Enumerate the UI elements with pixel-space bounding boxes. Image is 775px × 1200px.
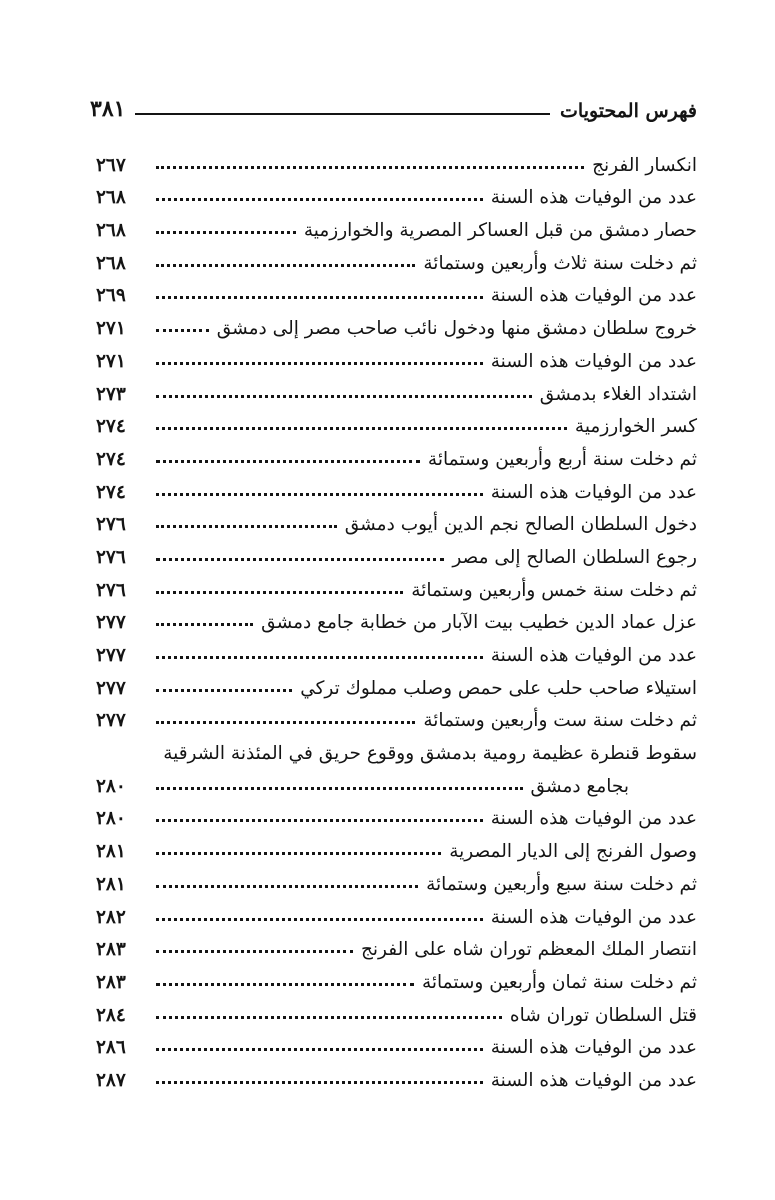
toc-entry-page: ٢٧٤ bbox=[96, 481, 126, 503]
toc-entry bbox=[96, 960, 697, 993]
toc-entry-page: ٢٨٠ bbox=[96, 808, 126, 830]
toc-entry-page: ٢٦٨ bbox=[96, 220, 126, 242]
toc-entry-title: رجوع السلطان الصالح إلى مصر bbox=[452, 546, 697, 568]
toc-entry bbox=[96, 339, 697, 372]
toc-entry-title: خروج سلطان دمشق منها ودخول نائب صاحب مصر إلى دمشق bbox=[216, 318, 697, 340]
toc-entry-title: ثم دخلت سنة ثمان وأربعين وستمائة bbox=[421, 971, 697, 993]
dot-leader bbox=[156, 591, 403, 594]
dot-leader bbox=[156, 1081, 483, 1084]
toc-entry-title: ثم دخلت سنة ثلاث وأربعين وستمائة bbox=[423, 252, 697, 274]
toc-entry-page: ٢٧٤ bbox=[96, 448, 126, 470]
toc-entry-page: ٢٧١ bbox=[96, 350, 126, 372]
toc-entry bbox=[96, 1026, 697, 1059]
toc-entry-title: عدد من الوفيات هذه السنة bbox=[490, 808, 697, 830]
dot-leader bbox=[156, 689, 292, 692]
toc-entry bbox=[96, 143, 697, 176]
toc-entry bbox=[96, 470, 697, 503]
dot-leader bbox=[156, 362, 483, 365]
dot-leader bbox=[156, 525, 337, 528]
header-title: فهرس المحتويات bbox=[560, 100, 697, 122]
table-of-contents bbox=[96, 143, 697, 1091]
toc-entry bbox=[96, 666, 697, 699]
dot-leader bbox=[156, 296, 483, 299]
dot-leader bbox=[156, 885, 418, 888]
dot-leader bbox=[156, 558, 444, 561]
dot-leader bbox=[156, 852, 441, 855]
toc-entry-title: اشتداد الغلاء بدمشق bbox=[539, 383, 697, 405]
toc-entry-title: بجامع دمشق bbox=[530, 775, 629, 797]
toc-entry-title: دخول السلطان الصالح نجم الدين أيوب دمشق bbox=[344, 514, 697, 536]
toc-entry-title: عدد من الوفيات هذه السنة bbox=[490, 187, 697, 209]
dot-leader bbox=[156, 918, 483, 921]
dot-leader bbox=[156, 166, 584, 169]
toc-entry-title: عدد من الوفيات هذه السنة bbox=[490, 350, 697, 372]
toc-entry-title: انكسار الفرنج bbox=[592, 154, 697, 176]
dot-leader bbox=[156, 231, 296, 234]
toc-entry bbox=[96, 928, 697, 961]
toc-entry-page: ٢٨٣ bbox=[96, 939, 126, 961]
dot-leader bbox=[156, 721, 415, 724]
toc-entry bbox=[96, 699, 697, 732]
toc-entry bbox=[96, 829, 697, 862]
dot-leader bbox=[156, 1016, 502, 1019]
header-rule bbox=[135, 113, 550, 115]
toc-entry bbox=[96, 437, 697, 470]
toc-entry-page: ٢٧٧ bbox=[96, 710, 126, 732]
dot-leader bbox=[156, 264, 415, 267]
toc-entry bbox=[96, 993, 697, 1026]
toc-entry-title: عدد من الوفيات هذه السنة bbox=[490, 1037, 697, 1059]
toc-entry-page: ٢٧١ bbox=[96, 318, 126, 340]
toc-entry bbox=[96, 568, 697, 601]
dot-leader bbox=[156, 623, 253, 626]
toc-entry bbox=[96, 405, 697, 438]
toc-entry bbox=[96, 731, 697, 764]
toc-entry-page: ٢٨٣ bbox=[96, 971, 126, 993]
dot-leader bbox=[156, 983, 414, 986]
toc-entry-page: ٢٧٧ bbox=[96, 612, 126, 634]
toc-entry bbox=[96, 503, 697, 536]
toc-entry-page: ٢٨١ bbox=[96, 841, 126, 863]
dot-leader bbox=[156, 656, 483, 659]
toc-entry-page: ٢٧٦ bbox=[96, 514, 126, 536]
toc-entry-page: ٢٨٧ bbox=[96, 1069, 126, 1091]
toc-entry-page: ٢٧٧ bbox=[96, 645, 126, 666]
toc-entry-page: ٢٦٨ bbox=[96, 187, 126, 209]
toc-entry-page: ٢٨١ bbox=[96, 873, 126, 895]
toc-entry-title: ثم دخلت سنة سبع وأربعين وستمائة bbox=[426, 873, 697, 895]
toc-entry bbox=[96, 797, 697, 830]
toc-entry bbox=[96, 208, 697, 241]
running-header bbox=[90, 88, 697, 122]
dot-leader bbox=[156, 493, 483, 496]
dot-leader bbox=[156, 395, 532, 398]
dot-leader bbox=[156, 819, 483, 822]
toc-entry bbox=[96, 306, 697, 339]
toc-entry-page: ٢٦٩ bbox=[96, 285, 126, 307]
toc-entry bbox=[96, 764, 697, 797]
toc-entry-page: ٢٨٤ bbox=[96, 1004, 126, 1026]
toc-entry-page: ٢٦٧ bbox=[96, 154, 126, 176]
toc-entry bbox=[96, 1058, 697, 1091]
toc-entry-title: عزل عماد الدين خطيب بيت الآبار من خطابة جامع دمشق bbox=[261, 612, 697, 634]
toc-entry-page: ٢٧٤ bbox=[96, 416, 126, 438]
header-page-number: ٣٨١ bbox=[90, 96, 126, 122]
toc-entry-page: ٢٨٢ bbox=[96, 906, 126, 928]
toc-entry-page: ٢٨٠ bbox=[96, 775, 126, 797]
toc-entry-title: كسر الخوارزمية bbox=[574, 416, 697, 438]
toc-entry-page: ٢٧٧ bbox=[96, 677, 126, 699]
toc-entry-title: ثم دخلت سنة أربع وأربعين وستمائة bbox=[427, 448, 697, 470]
dot-leader bbox=[156, 950, 353, 953]
toc-entry bbox=[96, 895, 697, 928]
toc-entry-page: ٢٧٣ bbox=[96, 383, 126, 405]
dot-leader bbox=[156, 787, 523, 790]
toc-entry-page: ٢٧٦ bbox=[96, 579, 126, 601]
dot-leader bbox=[156, 460, 420, 463]
dot-leader bbox=[156, 329, 209, 332]
toc-entry-title: حصار دمشق من قبل العساكر المصرية والخوارزمية bbox=[303, 220, 697, 242]
toc-entry-title: انتصار الملك المعظم توران شاه على الفرنج bbox=[360, 939, 697, 961]
dot-leader bbox=[156, 1048, 483, 1051]
dot-leader bbox=[156, 427, 567, 430]
toc-entry-page: ٢٦٨ bbox=[96, 252, 126, 274]
toc-entry-title: استيلاء صاحب حلب على حمص وصلب مملوك تركي bbox=[300, 677, 697, 699]
toc-entry-title: سقوط قنطرة عظيمة رومية بدمشق ووقوع حريق في المئذنة الشرقية bbox=[163, 743, 697, 765]
toc-entry-title: ثم دخلت سنة ست وأربعين وستمائة bbox=[423, 710, 697, 732]
toc-entry-title: عدد من الوفيات هذه السنة bbox=[490, 906, 697, 928]
toc-entry-page: ٢٧٦ bbox=[96, 546, 126, 568]
toc-entry bbox=[96, 372, 697, 405]
toc-entry bbox=[96, 241, 697, 274]
toc-entry bbox=[96, 633, 697, 666]
toc-entry bbox=[96, 601, 697, 634]
toc-entry-title: عدد من الوفيات هذه السنة bbox=[490, 285, 697, 307]
toc-entry bbox=[96, 862, 697, 895]
toc-entry-title: قتل السلطان توران شاه bbox=[509, 1004, 697, 1026]
toc-entry bbox=[96, 176, 697, 209]
toc-entry bbox=[96, 535, 697, 568]
toc-entry-title: عدد من الوفيات هذه السنة bbox=[490, 1069, 697, 1091]
toc-entry-page: ٢٨٦ bbox=[96, 1037, 126, 1059]
toc-entry-title: ثم دخلت سنة خمس وأربعين وستمائة bbox=[411, 579, 697, 601]
toc-entry-title: وصول الفرنج إلى الديار المصرية bbox=[449, 841, 697, 863]
toc-entry-title: عدد من الوفيات هذه السنة bbox=[490, 645, 697, 666]
toc-entry-title: عدد من الوفيات هذه السنة bbox=[490, 481, 697, 503]
dot-leader bbox=[156, 198, 483, 201]
toc-entry bbox=[96, 274, 697, 307]
